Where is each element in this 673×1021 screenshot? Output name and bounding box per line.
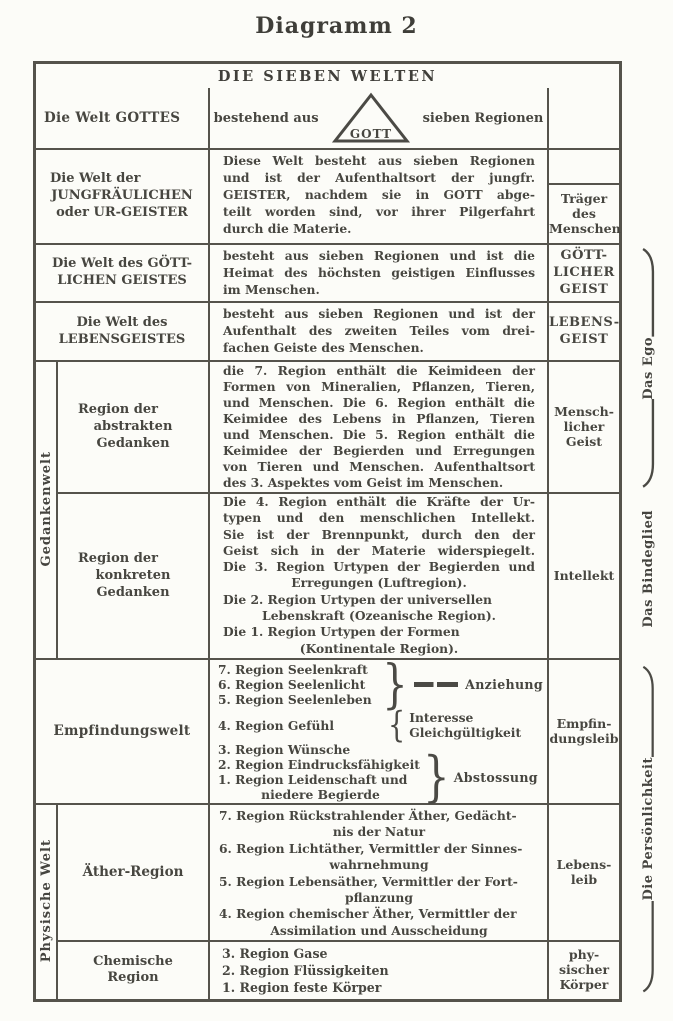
cell-konkrete-gedanken-desc: Die 4. Region enthält die Kräfte der Ur- typen und den menschlichen Intellekt. Sie ist der Brennpunkt, durch den der Geist sich in der Materie widerspiegelt. Die 3. Region Urtypen der Begierden und Erregungen (Luftregion). Die 2. Region Urtypen der universellen Lebenskraft (Ozeanische Region). Die 1. Region Urtypen der Formen (Kontinentale Region). <box>223 494 535 656</box>
regions-3-2-1: 3. Region Wünsche 2. Region Eindrucksfähigkeit 1. Region Leidenschaft und niedere Begierde <box>218 742 420 802</box>
repulsion-group <box>218 742 543 802</box>
cell-urgeister-desc: Diese Welt besteht aus sieben Regionen und ist der Aufenthaltsort der jungfr. GEISTER, nachdem sie in GOTT abge- teilt worden sind, vor ihrer Pilgerfahrt durch die Materie. <box>223 153 535 236</box>
cell-goettlicher-geist-body: GÖTT- LICHER GEIST <box>553 247 615 297</box>
cell-abstrakte-gedanken-desc: die 7. Region enthält die Keimideen der Formen von Mineralien, Pflanzen, Tieren, und Menschen. Die 6. Region enthält die Keimidee des Lebens in Pflanzen, Tieren und Menschen. Die 5. Region enthält die Keimidee der Begierden und Erregungen von Tieren und Menschen. Aufenthaltsort des 3. Aspektes vom Geist im Menschen. <box>223 363 535 490</box>
seven-worlds-table <box>33 61 622 1002</box>
closing-brace-icon <box>382 659 407 711</box>
cell-welt-gottes-desc <box>210 88 547 148</box>
cell-empfindungsleib-body: Empfin- dungsleib <box>549 715 619 746</box>
ego-label: Das Ego <box>640 336 656 400</box>
strip-gedankenwelt <box>36 360 56 658</box>
triangle-label: GOTT <box>349 127 392 141</box>
attraction-group <box>218 662 543 707</box>
cell-konkrete-gedanken-label: Region der konkreten Gedanken <box>78 550 171 600</box>
bracket-bottom-icon <box>640 901 656 994</box>
cell-menschlicher-geist-body: Mensch- licher Geist <box>554 403 614 449</box>
cell-chemische-region-label: Chemische Region <box>93 953 173 985</box>
closing-brace-icon <box>423 750 450 805</box>
cell-empfindungswelt-label: Empfindungswelt <box>53 722 191 739</box>
bindeglied-annotation <box>629 494 667 644</box>
bindeglied-label: Das Bindeglied <box>640 510 656 628</box>
attraction-bar-icon <box>414 682 458 687</box>
cell-aether-region-label: Äther-Region <box>82 863 184 880</box>
regions-7-6-5: 7. Region Seelenkraft 6. Region Seelenlicht 5. Region Seelenleben <box>218 662 372 707</box>
persoenlichkeit-label: Die Persönlichkeit <box>640 757 656 901</box>
attraction-label: Anziehung <box>465 677 543 692</box>
cell-traeger-des-menschen: Träger des Menschen <box>549 190 621 236</box>
desc-after: sieben Regionen <box>422 110 544 126</box>
opening-brace-icon <box>388 707 405 742</box>
cell-abstrakte-gedanken-label: Region der abstrakten Gedanken <box>78 401 173 451</box>
table-header: DIE SIEBEN WELTEN <box>217 67 438 85</box>
cell-goettlicher-geist-label: Die Welt des GÖTT- LICHEN GEISTES <box>51 256 193 288</box>
cell-intellekt-body: Intellekt <box>553 567 615 583</box>
feeling-options: Interesse Gleichgültigkeit <box>409 710 522 740</box>
feeling-group <box>218 710 543 740</box>
bracket-top-icon <box>640 246 656 337</box>
cell-physischer-koerper-body: phy- sischer Körper <box>558 947 610 992</box>
region-4: 4. Region Gefühl <box>218 717 335 733</box>
cell-lebensleib-body: Lebens- leib <box>556 856 612 887</box>
page-title: Diagramm 2 <box>255 13 418 39</box>
cell-lebensgeist-desc: besteht aus sieben Regionen und ist der Aufenthalt des zweiten Teiles vom drei- fachen Geiste des Menschen. <box>223 306 535 355</box>
gedankenwelt-label: Gedankenwelt <box>38 451 54 567</box>
cell-urgeister-label: Die Welt der JUNGFRÄULICHEN oder UR-GEISTER <box>50 171 193 220</box>
persoenlichkeit-annotation <box>629 664 667 994</box>
ego-annotation <box>629 246 667 490</box>
cell-aether-region-desc: 7. Region Rückstrahlender Äther, Gedächt- nis der Natur 6. Region Lichtäther, Vermittler der Sinnes- wahrnehmung 5. Region Lebensäther, Vermittler der Fort- pflanzung 4. Region chemischer Äther, Vermittler der Assimilation und Ausscheidung <box>219 808 523 938</box>
physische-welt-label: Physische Welt <box>38 839 54 963</box>
bracket-bottom-icon <box>640 399 656 490</box>
cell-empfindungswelt-regions <box>210 658 547 803</box>
cell-welt-gottes-label: Die Welt GOTTES <box>44 110 181 126</box>
strip-physische-welt <box>36 803 56 999</box>
cell-goettlicher-geist-desc: besteht aus sieben Regionen und ist die Heimat des höchsten geistigen Einflusses im Menschen. <box>223 248 535 297</box>
cell-lebensgeist-body: LEBENS- GEIST <box>549 314 620 347</box>
cell-chemische-region-desc: 3. Region Gase 2. Region Flüssigkeiten 1. Region feste Körper <box>222 946 389 995</box>
cell-lebensgeist-label: Die Welt des LEBENSGEISTES <box>58 314 186 347</box>
gott-triangle-icon <box>329 91 413 145</box>
bracket-top-icon <box>640 664 656 757</box>
desc-before: bestehend aus <box>213 110 319 126</box>
repulsion-label: Abstossung <box>453 769 538 785</box>
